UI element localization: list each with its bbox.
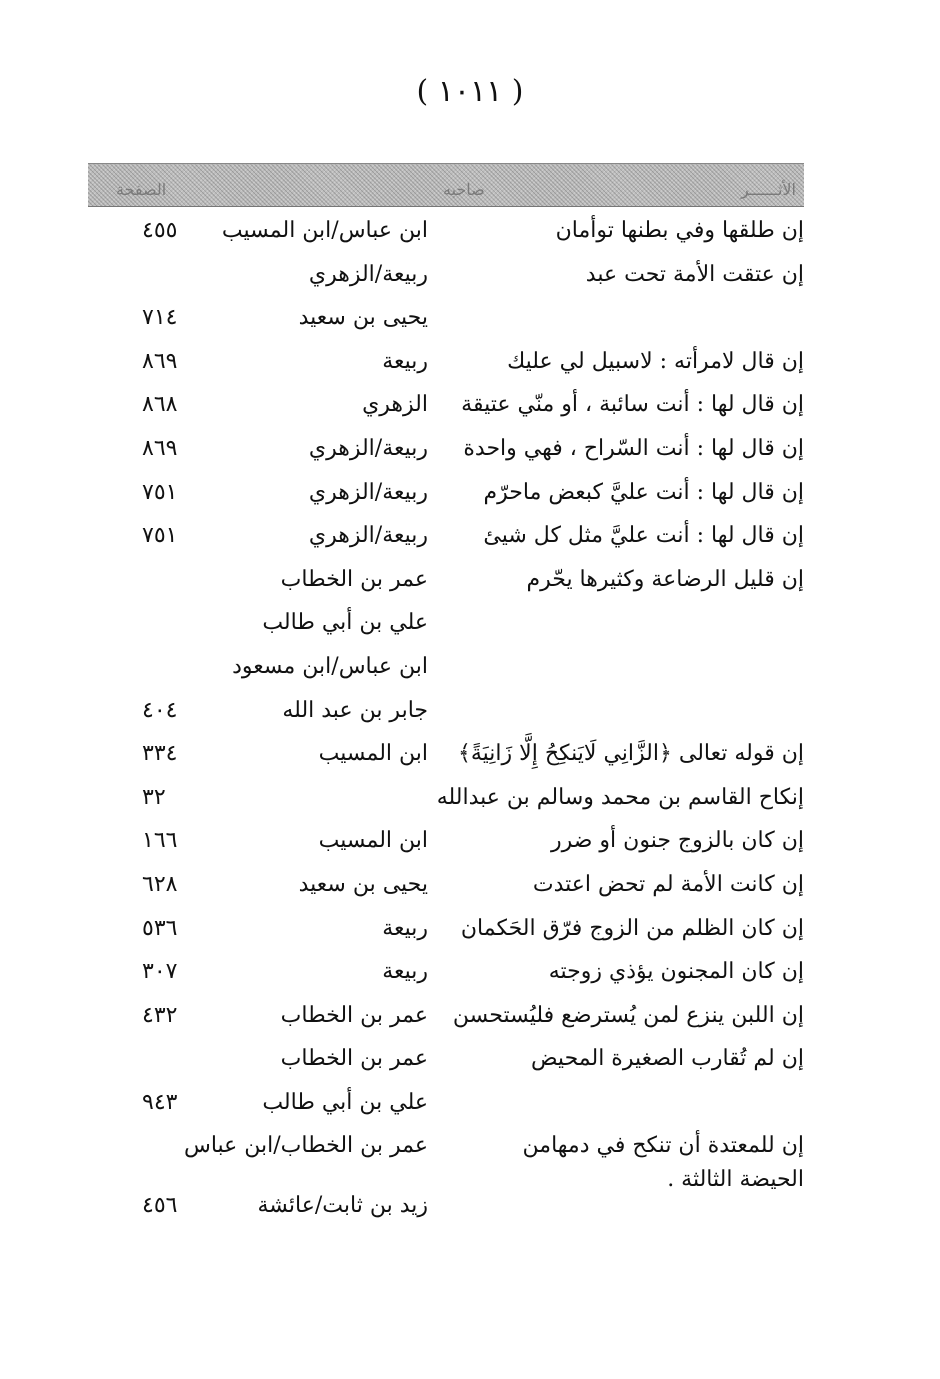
page-cell: ٣٣٤: [142, 741, 178, 767]
table-row: [0, 517, 940, 561]
narrator-cell: جابر بن عبد الله: [282, 697, 428, 723]
narrator-cell: الزهري: [362, 392, 428, 418]
page-cell: ٤٠٤: [142, 697, 178, 723]
narrator-cell: عمر بن الخطاب/ابن عباس: [183, 1133, 428, 1159]
narrator-cell: ربيعة/الزهري: [308, 435, 428, 461]
table-row: [0, 343, 940, 387]
page-number: ( ١٠١١ ): [416, 74, 524, 109]
athar-cell: إن كان المجنون يؤذي زوجته: [548, 959, 804, 985]
page-cell: ٤٥٥: [142, 218, 178, 243]
narrator-cell: ابن المسيب: [318, 828, 428, 854]
athar-cell: إن كانت الأمة لم تحض اعتدت: [532, 871, 804, 897]
narrator-cell: يحيى بن سعيد: [298, 305, 428, 331]
table-row: [0, 692, 940, 736]
athar-cell: إنكاح القاسم بن محمد وسالم بن عبدالله: [436, 784, 804, 810]
table-row: [0, 779, 940, 823]
page-cell: ٣٠٧: [142, 959, 178, 985]
table-row: [0, 997, 940, 1041]
table-row: [0, 1187, 940, 1231]
page-cell: ٨٦٩: [142, 435, 178, 461]
athar-cell: إن قوله تعالى ﴿الزَّانِي لَايَنكِحُ إِلَّا زَانِيَةً﴾: [457, 741, 804, 767]
table-row: [0, 299, 940, 343]
narrator-cell: ابن عباس/ابن المسيب: [221, 218, 428, 243]
narrator-cell: ابن المسيب: [318, 741, 428, 767]
table-row: [0, 953, 940, 997]
page-cell: ٣٢: [142, 784, 166, 810]
athar-cell: إن قال لامرأته : لاسبيل لي عليك: [507, 348, 804, 374]
narrator-cell: ابن عباس/ابن مسعود: [232, 653, 428, 679]
header-narrator: صاحبه: [443, 180, 485, 199]
athar-cell: إن لم تُقارب الصغيرة المحيض: [530, 1046, 804, 1072]
table-header: [88, 163, 804, 207]
table-row: [0, 866, 940, 910]
narrator-cell: ربيعة: [382, 915, 428, 941]
table-row: [0, 561, 940, 605]
narrator-cell: ربيعة: [382, 348, 428, 374]
athar-cell: إن قال لها : أنت سائبة ، أو منّي عتيقة: [461, 392, 804, 418]
table-row: [0, 256, 940, 300]
narrator-cell: عمر بن الخطاب: [280, 1002, 428, 1028]
page-cell: ٨٦٩: [142, 348, 178, 374]
table-row: [0, 474, 940, 518]
athar-cell: إن قال لها : أنت عليَّ كبعض ماحرّم: [483, 479, 804, 505]
index-table: [0, 212, 940, 1231]
narrator-cell: ربيعة/الزهري: [308, 479, 428, 505]
table-row: [0, 910, 940, 954]
athar-cell: إن اللبن ينزع لمن يُسترضع فليُستحسن: [452, 1002, 804, 1028]
page-cell: ١٦٦: [142, 828, 178, 854]
table-row: [0, 212, 940, 256]
athar-cell: إن عتقت الأمة تحت عبد: [585, 261, 804, 287]
narrator-cell: يحيى بن سعيد: [298, 871, 428, 897]
athar-cell: إن طلقها وفي بطنها توأمان: [555, 218, 804, 243]
table-row: [0, 430, 940, 474]
page-cell: ٤٣٢: [142, 1002, 178, 1028]
page-cell: ٧١٤: [142, 305, 178, 331]
table-row: [0, 386, 940, 430]
athar-cell: إن قال لها : أنت عليَّ مثل كل شيئ: [483, 523, 804, 549]
header-page: الصفحة: [116, 180, 167, 199]
header-athar: الأثــــــر: [741, 180, 796, 199]
table-row: [0, 648, 940, 692]
narrator-cell: علي بن أبي طالب: [262, 1089, 428, 1115]
athar-cell: إن كان بالزوج جنون أو ضرر: [551, 828, 804, 854]
page-cell: ٦٢٨: [142, 871, 178, 897]
narrator-cell: عمر بن الخطاب: [280, 566, 428, 592]
athar-cell: إن قال لها : أنت السّراح ، فهي واحدة: [463, 435, 804, 461]
narrator-cell: زيد بن ثابت/عائشة: [257, 1193, 428, 1219]
narrator-cell: عمر بن الخطاب: [280, 1046, 428, 1072]
page-cell: ٩٤٣: [142, 1089, 178, 1115]
table-row: [0, 1084, 940, 1128]
page-cell: ٧٥١: [142, 523, 178, 549]
table-row: [0, 1040, 940, 1084]
page-cell: ٧٥١: [142, 479, 178, 505]
page-cell: ٨٦٨: [142, 392, 178, 418]
table-row: [0, 735, 940, 779]
narrator-cell: علي بن أبي طالب: [262, 610, 428, 636]
table-row: [0, 604, 940, 648]
narrator-cell: ربيعة: [382, 959, 428, 985]
page-cell: ٥٣٦: [142, 915, 178, 941]
table-row: [0, 822, 940, 866]
athar-cell: إن للمعتدة أن تنكح في دمهامن الحيضة الثالثة .: [522, 1133, 804, 1193]
athar-cell: إن كان الظلم من الزوج فرّق الحَكمان: [460, 915, 804, 941]
narrator-cell: ربيعة/الزهري: [308, 261, 428, 287]
narrator-cell: ربيعة/الزهري: [308, 523, 428, 549]
table-row: [0, 1127, 940, 1193]
athar-cell: إن قليل الرضاعة وكثيرها يحّرم: [526, 566, 804, 592]
page-cell: ٤٥٦: [142, 1193, 178, 1219]
